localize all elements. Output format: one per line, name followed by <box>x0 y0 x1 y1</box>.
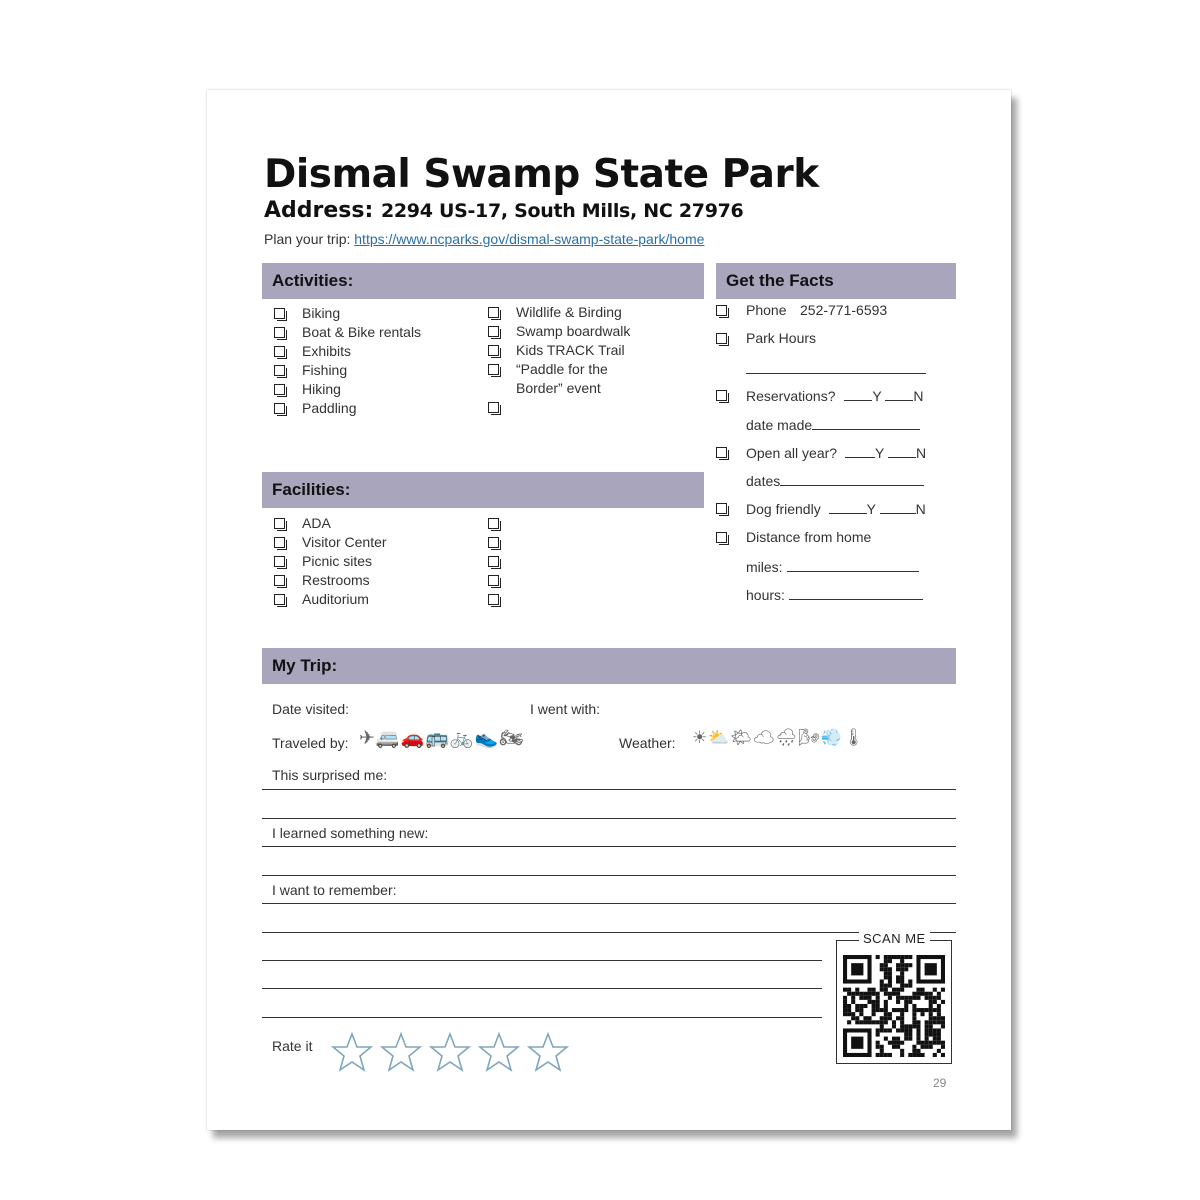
checkbox-icon[interactable] <box>488 364 499 375</box>
checkbox-icon[interactable] <box>488 518 499 529</box>
open-all-year-label: Open all year? <box>746 445 838 461</box>
facility-label: Restrooms <box>302 572 370 588</box>
remember-label: I want to remember: <box>272 882 397 898</box>
checkbox-icon[interactable] <box>274 308 285 319</box>
qr-code-icon[interactable] <box>843 955 945 1057</box>
checkbox-icon[interactable] <box>488 575 499 586</box>
checkbox-icon[interactable] <box>488 402 499 413</box>
open-yes-blank[interactable] <box>845 444 875 458</box>
dog-no-blank[interactable] <box>880 500 916 514</box>
facts-heading: Get the Facts <box>726 271 834 290</box>
miles-label: miles: <box>746 559 783 575</box>
checkbox-icon[interactable] <box>488 345 499 356</box>
dates-row <box>746 472 924 489</box>
plan-label: Plan your trip: <box>264 231 351 247</box>
writing-line[interactable] <box>262 818 956 819</box>
activity-label: Wildlife & Birding <box>516 304 622 320</box>
open-no-blank[interactable] <box>888 444 916 458</box>
address-value: 2294 US-17, South Mills, NC 27976 <box>380 200 744 222</box>
distance-label: Distance from home <box>746 529 872 545</box>
checkbox-icon[interactable] <box>274 327 285 338</box>
page-title: Dismal Swamp State Park <box>264 152 819 197</box>
learned-label: I learned something new: <box>272 825 429 841</box>
activity-label: Fishing <box>302 362 348 378</box>
park-hours-line[interactable] <box>746 373 926 374</box>
date-made-label: date made <box>746 417 813 433</box>
writing-line[interactable] <box>262 988 822 989</box>
park-hours-label: Park Hours <box>746 330 817 346</box>
checkbox-icon[interactable] <box>274 575 285 586</box>
went-with-label: I went with: <box>530 701 601 717</box>
writing-line[interactable] <box>262 960 822 961</box>
activities-heading: Activities: <box>272 271 354 290</box>
dates-label: dates <box>746 473 781 489</box>
weather-label: Weather: <box>619 735 676 751</box>
checkbox-icon[interactable] <box>488 537 499 548</box>
checkbox-icon[interactable] <box>716 503 727 514</box>
weather-icons[interactable]: ☀⛅🌤☁🌧🌬💨🌡 <box>692 728 866 747</box>
hours-row <box>746 586 923 603</box>
dog-friendly-row <box>746 500 926 517</box>
writing-line[interactable] <box>262 846 956 847</box>
activity-label: Boat & Bike rentals <box>302 324 422 340</box>
writing-line[interactable] <box>262 875 956 876</box>
writing-line[interactable] <box>262 903 956 904</box>
my-trip-header <box>262 648 956 684</box>
my-trip-heading: My Trip: <box>272 656 338 675</box>
date-visited-label: Date visited: <box>272 701 350 717</box>
writing-line[interactable] <box>262 1017 822 1018</box>
checkbox-icon[interactable] <box>716 390 727 401</box>
dog-friendly-label: Dog friendly <box>746 501 821 517</box>
reservations-row <box>746 387 924 404</box>
date-made-row <box>746 416 920 433</box>
checkbox-icon[interactable] <box>488 307 499 318</box>
reservations-label: Reservations? <box>746 388 836 404</box>
activity-label-continued: Border” event <box>516 380 601 396</box>
page-number: 29 <box>933 1076 947 1090</box>
checkbox-icon[interactable] <box>716 305 727 316</box>
facility-label: Auditorium <box>302 591 369 607</box>
writing-line[interactable] <box>262 932 956 933</box>
facility-label: Visitor Center <box>302 534 387 550</box>
checkbox-icon[interactable] <box>488 326 499 337</box>
checkbox-icon[interactable] <box>274 594 285 605</box>
checkbox-icon[interactable] <box>274 384 285 395</box>
facts-list <box>716 300 956 620</box>
no-label: N <box>913 388 924 404</box>
checkbox-icon[interactable] <box>274 403 285 414</box>
park-website-link[interactable]: https://www.ncparks.gov/dismal-swamp-state-park/home <box>354 231 705 247</box>
activity-label: Paddling <box>302 400 357 416</box>
facility-label: ADA <box>302 515 331 531</box>
checkbox-icon[interactable] <box>488 594 499 605</box>
reservations-no-blank[interactable] <box>885 387 913 401</box>
star-icon[interactable] <box>478 1032 520 1072</box>
phone-value: 252-771-6593 <box>800 302 888 318</box>
miles-row <box>746 558 919 575</box>
facilities-heading: Facilities: <box>272 480 351 499</box>
activity-label: Hiking <box>302 381 341 397</box>
hours-blank[interactable] <box>789 586 923 600</box>
no-label: N <box>915 445 927 461</box>
yes-label: Y <box>874 445 885 461</box>
scan-me-label: SCAN ME <box>859 931 930 946</box>
phone-label: Phone <box>746 302 787 318</box>
star-icon[interactable] <box>527 1032 569 1072</box>
star-icon[interactable] <box>380 1032 422 1072</box>
traveled-by-label: Traveled by: <box>272 735 349 751</box>
checkbox-icon[interactable] <box>274 518 285 529</box>
reservations-yes-blank[interactable] <box>844 387 872 401</box>
facilities-header <box>262 472 704 508</box>
checkbox-icon[interactable] <box>274 346 285 357</box>
surprised-label: This surprised me: <box>272 767 388 783</box>
facility-label: Picnic sites <box>302 553 373 569</box>
yes-label: Y <box>872 388 882 404</box>
checkbox-icon[interactable] <box>488 556 499 567</box>
activity-label: Kids TRACK Trail <box>516 342 625 358</box>
activity-label: Swamp boardwalk <box>516 323 631 339</box>
travel-mode-icons[interactable]: ✈🚐🚗🚌🚲👟🏍 <box>359 728 525 749</box>
star-icon[interactable] <box>331 1032 373 1072</box>
no-label: N <box>915 501 926 517</box>
dog-yes-blank[interactable] <box>829 500 867 514</box>
miles-blank[interactable] <box>787 558 919 572</box>
checkbox-icon[interactable] <box>274 537 285 548</box>
plan-your-trip <box>264 231 704 247</box>
rating-stars <box>331 1032 581 1074</box>
checkbox-icon[interactable] <box>274 365 285 376</box>
hours-label: hours: <box>746 587 785 603</box>
date-made-blank[interactable] <box>812 416 920 430</box>
checkbox-icon[interactable] <box>716 333 727 344</box>
checkbox-icon[interactable] <box>716 447 727 458</box>
activities-header <box>262 263 704 299</box>
dates-blank[interactable] <box>780 472 924 486</box>
facts-header <box>716 263 956 299</box>
writing-line[interactable] <box>262 789 956 790</box>
journal-page <box>207 90 1011 1130</box>
activity-label: Exhibits <box>302 343 352 359</box>
activity-label: Biking <box>302 305 341 321</box>
checkbox-icon[interactable] <box>274 556 285 567</box>
activity-label: “Paddle for the <box>516 361 608 377</box>
yes-label: Y <box>866 501 876 517</box>
rate-label: Rate it <box>272 1038 313 1054</box>
address-label: Address: <box>264 198 374 223</box>
star-icon[interactable] <box>429 1032 471 1072</box>
open-all-year-row <box>746 444 926 461</box>
qr-code-frame[interactable] <box>836 931 952 1064</box>
checkbox-icon[interactable] <box>716 532 727 543</box>
park-address <box>264 198 743 223</box>
